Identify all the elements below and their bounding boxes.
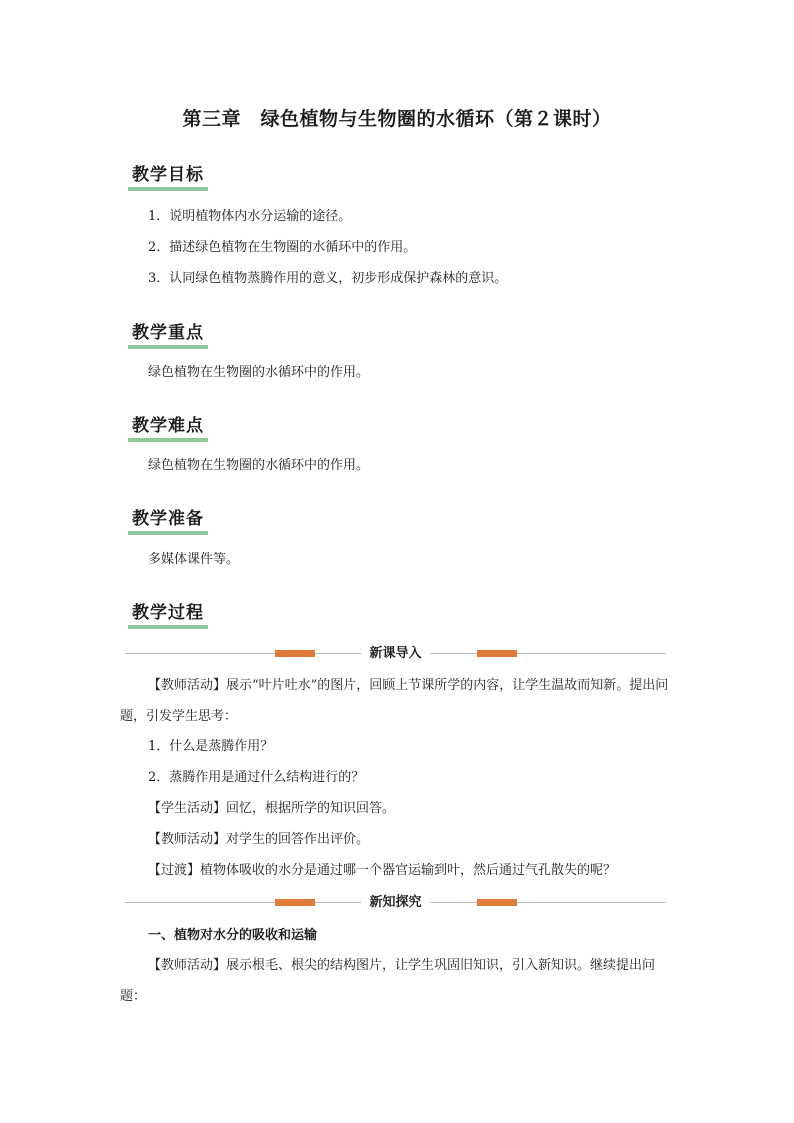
divider-label-intro: 新课导入: [361, 646, 429, 661]
intro-student-activity: 【学生活动】回忆，根据所学的知识回答。: [148, 801, 396, 816]
key-points-text: 绿色植物在生物圈的水循环中的作用。: [148, 365, 370, 380]
preparation-text: 多媒体课件等。: [148, 552, 240, 567]
intro-question-2: 2．蒸腾作用是通过什么结构进行的？: [148, 770, 365, 785]
objective-item-3: 3．认同绿色植物蒸腾作用的意义，初步形成保护森林的意识。: [148, 271, 508, 286]
explore-teacher-activity: 【教师活动】展示根毛、根尖的结构图片，让学生巩固旧知识，引入新知识。继续提出问题：: [120, 958, 656, 1004]
divider-label-explore: 新知探究: [361, 895, 429, 910]
heading-preparation: 教学准备: [128, 504, 208, 535]
document-title: 第三章 绿色植物与生物圈的水循环（第２课时）: [182, 108, 612, 130]
intro-teacher-activity: 【教师活动】展示“叶片吐水”的图片，回顾上节课所学的内容，让学生温故而知新。提出问题，引发学生思考：: [120, 678, 669, 724]
heading-objectives: 教学目标: [128, 160, 208, 191]
intro-teacher-eval: 【教师活动】对学生的回答作出评价。: [148, 832, 370, 847]
heading-difficulties: 教学难点: [128, 411, 208, 442]
intro-transition: 【过渡】植物体吸收的水分是通过哪一个器官运输到叶，然后通过气孔散失的呢？: [148, 863, 617, 878]
difficulties-text: 绿色植物在生物圈的水循环中的作用。: [148, 458, 370, 473]
section-divider-intro: [125, 644, 666, 664]
heading-key-points: 教学重点: [128, 318, 208, 349]
objective-item-2: 2．描述绿色植物在生物圈的水循环中的作用。: [148, 240, 417, 255]
intro-question-1: 1．什么是蒸腾作用？: [148, 739, 274, 754]
section-divider-explore: [125, 893, 666, 913]
explore-subheading: 一、植物对水分的吸收和运输: [148, 928, 318, 943]
heading-process: 教学过程: [128, 598, 208, 629]
objective-item-1: 1．说明植物体内水分运输的途径。: [148, 209, 352, 224]
